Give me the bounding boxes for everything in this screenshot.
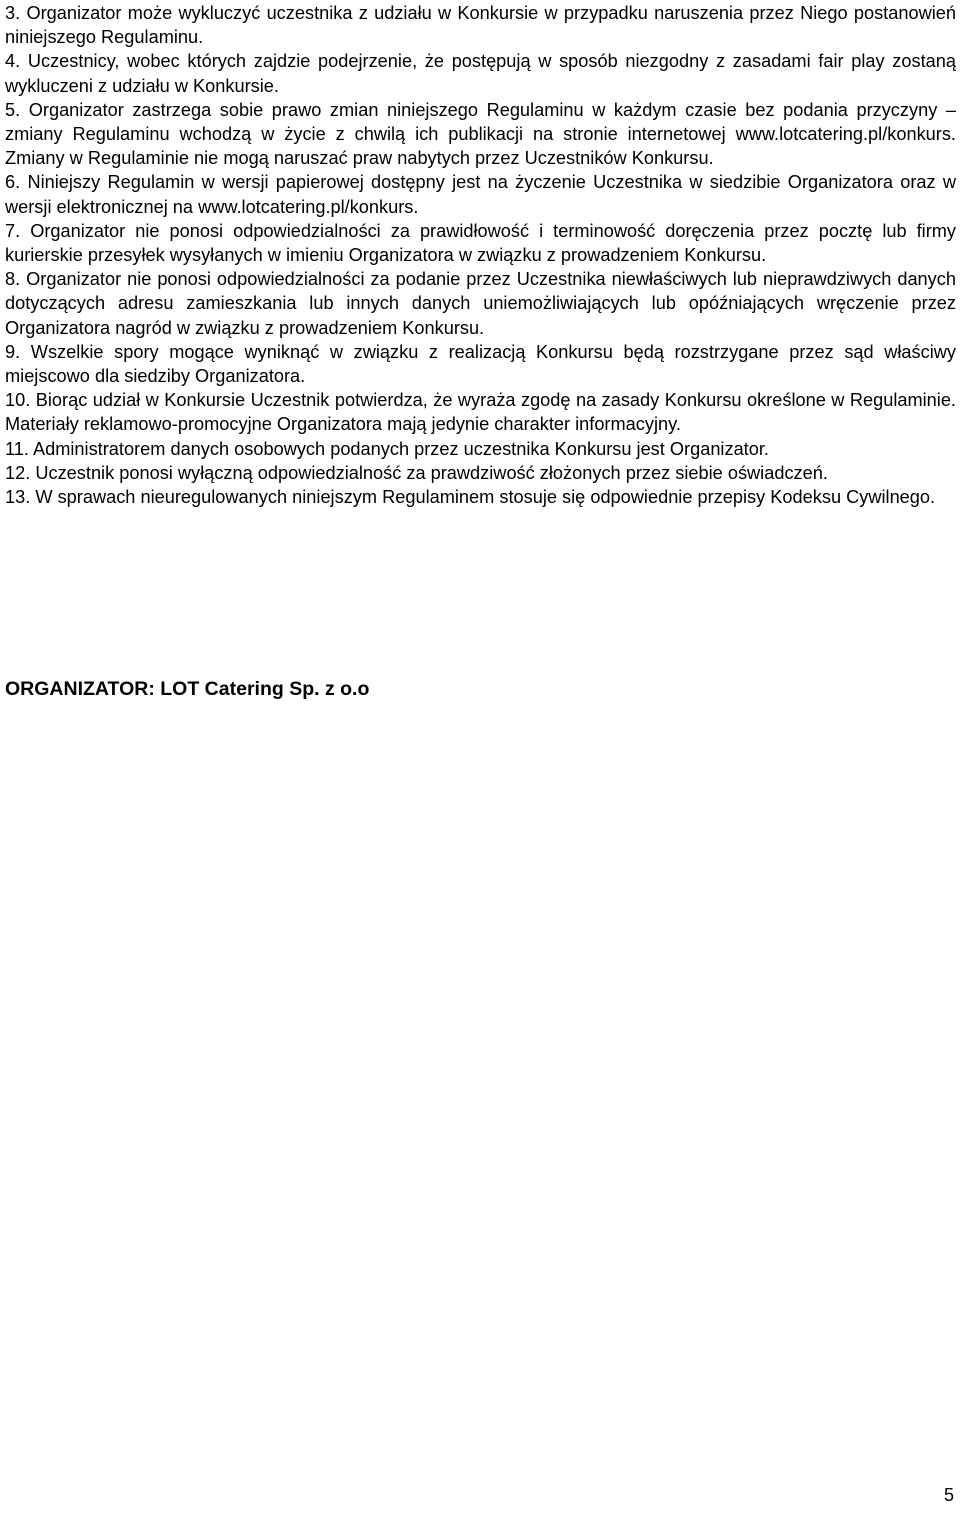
clause-5: [5, 98, 956, 171]
page-number: 5: [943, 1485, 954, 1505]
clause-number: 8.: [5, 269, 21, 290]
clause-number: 12.: [5, 462, 31, 483]
clause-number: 9.: [5, 341, 21, 362]
clause-11: [5, 437, 956, 461]
organizer-signature: ORGANIZATOR: LOT Catering Sp. z o.o: [5, 678, 370, 700]
clause-text: W sprawach nieuregulowanych niniejszym Regulaminem stosuje się odpowiednie przepisy Kodeksu Cywilnego.: [35, 487, 936, 508]
clause-text: Organizator nie ponosi odpowiedzialności za podanie przez Uczestnika niewłaściwych lub nieprawdziwych danych dotyczących adresu zamieszkania lub innych danych uniemożliwiających lub opóźniających wręczenie przez Organizatora nagród w związku z prowadzeniem Konkursu.: [5, 269, 956, 338]
clause-text: Organizator nie ponosi odpowiedzialności za prawidłowość i terminowość doręczenia przez pocztę lub firmy kurierskie przesyłek wysyłanych w imieniu Organizatora w związku z prowadzeniem Konkursu.: [5, 220, 956, 266]
clause-12: [5, 461, 956, 485]
clause-13: [5, 485, 956, 509]
clause-6: [5, 170, 956, 218]
clause-text: Organizator może wykluczyć uczestnika z udziału w Konkursie w przypadku naruszenia przez Niego postanowień niniejszego Regulaminu.: [5, 3, 956, 48]
clause-number: 3.: [5, 3, 21, 23]
clause-text: Organizator zastrzega sobie prawo zmian niniejszego Regulaminu w każdym czasie bez podania przyczyny – zmiany Regulaminu wchodzą w życie z chwilą ich publikacji na stronie internetowej www.lotcatering.pl/konkurs. Zmiany w Regulaminie nie mogą naruszać praw nabytych przez Uczestników Konkursu.: [5, 99, 956, 169]
clause-7: [5, 219, 956, 267]
clause-text: Administratorem danych osobowych podanych przez uczestnika Konkursu jest Organizator.: [33, 438, 769, 459]
clause-text: Uczestnik ponosi wyłączną odpowiedzialność za prawdziwość złożonych przez siebie oświadczeń.: [35, 462, 828, 483]
clause-number: 13.: [5, 487, 31, 508]
clause-number: 10.: [5, 390, 31, 411]
clause-10: [5, 388, 956, 436]
clause-4: [5, 49, 956, 97]
clause-number: 11.: [5, 438, 29, 459]
clause-3: [5, 1, 956, 49]
clause-text: Niniejszy Regulamin w wersji papierowej dostępny jest na życzenie Uczestnika w siedzibie Organizatora oraz w wersji elektronicznej na www.lotcatering.pl/konkurs.: [5, 172, 956, 217]
clause-number: 6.: [5, 172, 21, 193]
clause-text: Biorąc udział w Konkursie Uczestnik potwierdza, że wyraża zgodę na zasady Konkursu określone w Regulaminie. Materiały reklamowo-promocyjne Organizatora mają jedynie charakter informacyjny.: [5, 390, 956, 435]
clause-number: 4.: [5, 51, 21, 72]
clause-number: 5.: [5, 99, 21, 120]
clause-8: [5, 267, 956, 340]
clause-text: Uczestnicy, wobec których zajdzie podejrzenie, że postępują w sposób niezgodny z zasadami fair play zostaną wykluczeni z udziału w Konkursie.: [5, 51, 956, 96]
regulations-text: [5, 1, 956, 509]
clause-text: Wszelkie spory mogące wyniknąć w związku z realizacją Konkursu będą rozstrzygane przez sąd właściwy miejscowo dla siedziby Organizatora.: [5, 341, 956, 387]
clause-9: [5, 340, 956, 388]
clause-number: 7.: [5, 220, 21, 241]
